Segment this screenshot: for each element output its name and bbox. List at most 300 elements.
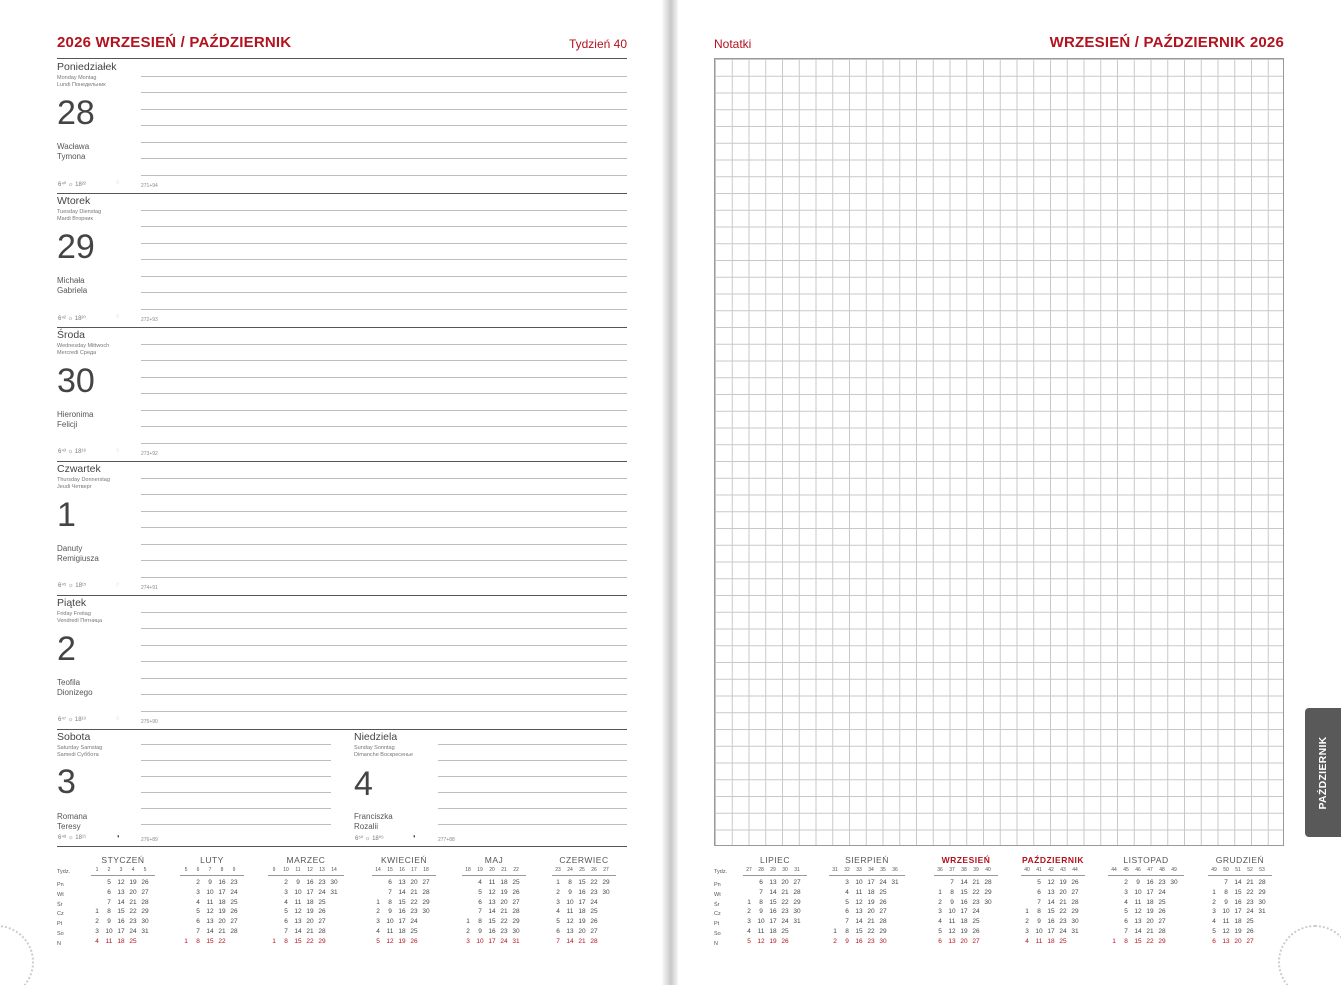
name-days: Teofila Dionizego <box>57 678 93 697</box>
calendar-day: 20 <box>410 879 418 886</box>
sun-times: 6⁴⁵ ☼ 18¹⁵ <box>58 583 87 589</box>
calendar-day: 4 <box>1212 918 1216 926</box>
day-name: Czwartek <box>57 463 101 475</box>
calendar-day: 7 <box>556 937 560 945</box>
calendar-day: 19 <box>960 927 968 935</box>
calendar-day: 22 <box>867 927 875 935</box>
month-name: STYCZEŃ <box>101 855 145 865</box>
week-number: 40 <box>985 867 991 873</box>
calendar-day <box>268 927 280 937</box>
calendar-day <box>1021 888 1033 898</box>
calendar-day: 2 <box>556 888 560 896</box>
calendar-day: 9 <box>1037 918 1041 926</box>
calendar-day <box>1208 878 1220 888</box>
calendar-day <box>1108 907 1120 917</box>
calendar-day: 22 <box>781 898 789 906</box>
calendar-day: 5 <box>196 908 200 916</box>
calendar-day: 31 <box>793 918 801 926</box>
calendar-day <box>180 917 192 927</box>
calendar-day <box>1168 888 1180 898</box>
calendar-day: 3 <box>845 879 849 886</box>
week-number: 7 <box>208 867 212 873</box>
writing-lines <box>141 193 627 327</box>
calendar-day: 23 <box>500 927 508 935</box>
calendar-day: 12 <box>566 918 574 926</box>
day-name: Poniedziałek <box>57 61 117 73</box>
calendar-day: 17 <box>1234 908 1242 916</box>
calendar-day: 14 <box>488 908 496 916</box>
month-name: KWIECIEŃ <box>380 855 428 865</box>
calendar-day: 1 <box>466 918 470 926</box>
calendar-day: 12 <box>1134 908 1142 916</box>
calendar-day: 25 <box>1059 937 1067 945</box>
calendar-day: 17 <box>1047 927 1055 935</box>
calendar-day <box>600 898 612 908</box>
week-number: 36 <box>937 867 943 873</box>
calendar-day: 28 <box>590 937 598 945</box>
calendar-day <box>743 878 755 888</box>
calendar-day: 30 <box>141 918 149 926</box>
calendar-day: 25 <box>879 888 887 896</box>
calendar-day: 24 <box>879 879 887 886</box>
calendar-day: 11 <box>757 927 765 935</box>
week-number: 40 <box>1024 867 1030 873</box>
calendar-day <box>268 907 280 917</box>
calendar-day: 4 <box>284 898 288 906</box>
calendar-day <box>180 907 192 917</box>
calendar-day: 10 <box>386 918 394 926</box>
calendar-day: 9 <box>388 908 392 916</box>
calendar-day: 19 <box>398 937 406 945</box>
calendar-day: 4 <box>747 927 751 935</box>
week-number: 43 <box>1060 867 1066 873</box>
calendar-day: 1 <box>184 937 188 945</box>
calendar-day <box>829 898 841 908</box>
week-number: 4 <box>131 867 135 873</box>
day-count: 274+91 <box>141 585 158 591</box>
calendar-day: 14 <box>1234 879 1242 886</box>
week-number: 27 <box>603 867 609 873</box>
writing-lines <box>141 59 627 193</box>
calendar-day: 3 <box>196 888 200 896</box>
calendar-day: 5 <box>556 918 560 926</box>
calendar-day: 23 <box>318 879 326 886</box>
calendar-day: 14 <box>117 898 125 906</box>
week-number: 5 <box>184 867 188 873</box>
calendar-day: 11 <box>566 908 574 916</box>
week-number: 46 <box>1135 867 1141 873</box>
calendar-day: 20 <box>781 879 789 886</box>
week-number: 24 <box>567 867 573 873</box>
day-foreign-2: Mercredi Среда <box>57 350 97 356</box>
calendar-day: 30 <box>1258 898 1266 906</box>
calendar-day: 11 <box>1134 898 1142 906</box>
month-tab[interactable] <box>1305 708 1341 837</box>
calendar-day: 5 <box>284 908 288 916</box>
calendar-day: 4 <box>376 927 380 935</box>
calendar-day: 26 <box>879 898 887 906</box>
calendar-day: 6 <box>938 937 942 945</box>
calendar-day: 19 <box>500 888 508 896</box>
calendar-day: 25 <box>590 908 598 916</box>
calendar-day <box>1021 898 1033 908</box>
week-number: 44 <box>1072 867 1078 873</box>
month-name: CZERWIEC <box>559 855 609 865</box>
calendar-day: 19 <box>1059 879 1067 886</box>
calendar-day: 1 <box>95 908 99 916</box>
calendar-day: 16 <box>488 927 496 935</box>
calendar-day <box>420 927 432 937</box>
calendar-day: 27 <box>1246 937 1254 945</box>
week-number: 25 <box>579 867 585 873</box>
calendar-day: 27 <box>318 918 326 926</box>
calendar-day: 15 <box>855 927 863 935</box>
calendar-day: 13 <box>117 888 125 896</box>
calendar-day: 29 <box>1071 908 1079 916</box>
week-number: 35 <box>880 867 886 873</box>
day-name: Środa <box>57 329 86 341</box>
calendar-day <box>889 888 901 898</box>
calendar-day: 30 <box>422 908 430 916</box>
calendar-day: 12 <box>117 879 125 886</box>
calendar-day: 7 <box>196 927 200 935</box>
calendar-day: 18 <box>1234 918 1242 926</box>
calendar-day: 27 <box>793 879 801 886</box>
calendar-day: 3 <box>376 918 380 926</box>
week-number: 13 <box>319 867 325 873</box>
calendar-day: 12 <box>294 908 302 916</box>
calendar-day: 14 <box>398 888 406 896</box>
calendar-day: 1 <box>376 898 380 906</box>
day-number: 1 <box>57 496 76 534</box>
calendar-day: 12 <box>206 908 214 916</box>
moon-phase-icon: ◌ <box>116 716 120 722</box>
page-title-left: 2026 WRZESIEŃ / PAŹDZIERNIK <box>57 34 292 51</box>
weekday-label: Pn <box>714 882 721 888</box>
week-number: 5 <box>143 867 147 873</box>
calendar-day: 12 <box>855 898 863 906</box>
week-number: 49 <box>1211 867 1217 873</box>
calendar-day: 28 <box>422 888 430 896</box>
calendar-day: 18 <box>960 918 968 926</box>
calendar-day: 16 <box>1047 918 1055 926</box>
calendar-day: 15 <box>1234 888 1242 896</box>
calendar-day: 18 <box>117 937 125 945</box>
calendar-day: 23 <box>1059 918 1067 926</box>
calendar-day: 9 <box>845 937 849 945</box>
week-number: 1 <box>95 867 99 873</box>
calendar-day: 24 <box>129 927 137 935</box>
day-name: Piątek <box>57 597 87 609</box>
calendar-day: 25 <box>1158 898 1166 906</box>
name-days: Hieronima Felicji <box>57 410 94 429</box>
calendar-day: 17 <box>488 937 496 945</box>
calendar-day: 18 <box>867 888 875 896</box>
calendar-day: 28 <box>984 879 992 886</box>
calendar-day: 21 <box>867 918 875 926</box>
calendar-day: 12 <box>1222 927 1230 935</box>
calendar-day: 29 <box>879 927 887 935</box>
calendar-day: 15 <box>294 937 302 945</box>
calendar-day: 6 <box>759 879 763 886</box>
calendar-day <box>982 907 994 917</box>
calendar-day: 10 <box>1222 908 1230 916</box>
calendar-day <box>1168 907 1180 917</box>
decorative-dots <box>1278 925 1341 985</box>
calendar-day: 28 <box>1258 879 1266 886</box>
calendar-day <box>600 907 612 917</box>
calendar-day: 21 <box>781 888 789 896</box>
calendar-day: 23 <box>410 908 418 916</box>
calendar-day: 30 <box>602 888 610 896</box>
decorative-dots <box>0 925 34 985</box>
sun-times: 6⁴⁰ ☼ 18²² <box>58 182 86 188</box>
saturday-lines <box>141 730 331 845</box>
day-name: Wtorek <box>57 195 91 207</box>
calendar-day: 4 <box>845 888 849 896</box>
writing-lines <box>141 461 627 595</box>
calendar-day <box>889 917 901 927</box>
calendar-day: 16 <box>1234 898 1242 906</box>
day-count: 275+90 <box>141 719 158 725</box>
calendar-day: 14 <box>206 927 214 935</box>
calendar-day <box>889 898 901 908</box>
calendar-day: 6 <box>556 927 560 935</box>
calendar-day: 20 <box>867 908 875 916</box>
calendar-day <box>462 888 474 898</box>
calendar-day: 26 <box>1071 879 1079 886</box>
calendar-day: 30 <box>984 898 992 906</box>
calendar-day: 4 <box>196 898 200 906</box>
calendar-day: 8 <box>107 908 111 916</box>
calendar-day: 16 <box>306 879 314 886</box>
calendar-day: 7 <box>388 888 392 896</box>
calendar-day: 20 <box>1234 937 1242 945</box>
calendar-day: 17 <box>1146 888 1154 896</box>
calendar-day: 21 <box>218 927 226 935</box>
calendar-day: 27 <box>230 918 238 926</box>
calendar-day <box>829 878 841 888</box>
calendar-day <box>934 878 946 888</box>
calendar-day: 7 <box>284 927 288 935</box>
name-days: Michała Gabriela <box>57 276 88 295</box>
calendar-day: 29 <box>1158 937 1166 945</box>
week-number: 30 <box>782 867 788 873</box>
calendar-day: 5 <box>845 898 849 906</box>
calendar-day: 26 <box>781 937 789 945</box>
calendar-day: 25 <box>512 879 520 886</box>
page-title-right: WRZESIEŃ / PAŹDZIERNIK 2026 <box>1049 34 1284 51</box>
calendar-day: 1 <box>833 927 837 935</box>
calendar-day: 9 <box>759 908 763 916</box>
calendar-day: 11 <box>1035 937 1043 945</box>
calendar-day: 1 <box>747 898 751 906</box>
calendar-day: 26 <box>230 908 238 916</box>
month-name: SIERPIEŃ <box>845 855 889 865</box>
calendar-day: 11 <box>105 937 113 945</box>
calendar-day: 25 <box>230 898 238 906</box>
calendar-day: 9 <box>568 888 572 896</box>
calendar-day: 27 <box>590 927 598 935</box>
calendar-day: 26 <box>590 918 598 926</box>
week-number: 32 <box>844 867 850 873</box>
calendar-day <box>1108 927 1120 937</box>
calendar-day <box>1021 878 1033 888</box>
calendar-day: 10 <box>1134 888 1142 896</box>
calendar-day: 2 <box>284 879 288 886</box>
calendar-day: 18 <box>578 908 586 916</box>
calendar-day: 22 <box>218 937 226 945</box>
calendar-day: 6 <box>1124 918 1128 926</box>
calendar-day <box>791 937 803 947</box>
calendar-day: 6 <box>845 908 849 916</box>
calendar-day: 16 <box>1146 879 1154 886</box>
calendar-day: 8 <box>845 927 849 935</box>
calendar-day <box>180 888 192 898</box>
calendar-day: 24 <box>410 918 418 926</box>
calendar-day: 31 <box>891 879 899 886</box>
calendar-day: 4 <box>556 908 560 916</box>
calendar-day: 12 <box>488 888 496 896</box>
calendar-day: 17 <box>960 908 968 916</box>
calendar-day: 16 <box>117 918 125 926</box>
calendar-day: 8 <box>950 888 954 896</box>
calendar-day: 7 <box>1224 879 1228 886</box>
calendar-day <box>268 878 280 888</box>
calendar-day: 23 <box>230 879 238 886</box>
calendar-day: 7 <box>950 879 954 886</box>
calendar-day: 3 <box>466 937 470 945</box>
calendar-day: 28 <box>879 918 887 926</box>
calendar-day: 27 <box>1071 888 1079 896</box>
calendar-day: 10 <box>948 908 956 916</box>
calendar-day: 7 <box>845 918 849 926</box>
calendar-day: 11 <box>855 888 863 896</box>
day-foreign-1: Friday Freitag <box>57 611 91 617</box>
calendar-day: 19 <box>867 898 875 906</box>
calendar-day: 10 <box>566 898 574 906</box>
calendar-day <box>600 937 612 947</box>
weekday-label: Pt <box>57 921 63 928</box>
calendar-day <box>328 907 340 917</box>
calendar-day: 29 <box>984 888 992 896</box>
day-name-sunday: Niedziela <box>354 731 398 743</box>
sun-times-saturday: 6⁴⁸ ☼ 18¹¹ <box>58 835 86 841</box>
calendar-day: 15 <box>488 918 496 926</box>
calendar-day: 30 <box>793 908 801 916</box>
calendar-day: 8 <box>196 937 200 945</box>
week-number: 16 <box>399 867 405 873</box>
calendar-day: 9 <box>296 879 300 886</box>
calendar-day: 5 <box>938 927 942 935</box>
calendar-day: 2 <box>938 898 942 906</box>
calendar-day <box>889 907 901 917</box>
calendar-day <box>743 888 755 898</box>
week-number: 31 <box>832 867 838 873</box>
calendar-day: 27 <box>972 937 980 945</box>
calendar-day: 14 <box>960 879 968 886</box>
week-number: 14 <box>331 867 337 873</box>
calendar-day: 31 <box>330 888 338 896</box>
calendar-day <box>1168 937 1180 947</box>
calendar-day: 23 <box>1246 898 1254 906</box>
day-foreign-2: Vendredi Пятница <box>57 618 103 624</box>
calendar-day: 1 <box>272 937 276 945</box>
calendar-day <box>829 917 841 927</box>
calendar-day: 8 <box>284 937 288 945</box>
calendar-day: 5 <box>1037 879 1041 886</box>
calendar-day: 9 <box>1136 879 1140 886</box>
calendar-day <box>91 888 103 898</box>
month-name: GRUDZIEŃ <box>1215 855 1265 865</box>
calendar-day: 1 <box>1112 937 1116 945</box>
calendar-day: 10 <box>206 888 214 896</box>
day-foreign-2: Mardi Вторник <box>57 216 93 222</box>
calendar-day <box>462 878 474 888</box>
calendar-day: 10 <box>757 918 765 926</box>
week-number: 12 <box>307 867 313 873</box>
weekday-label: Wt <box>714 891 721 898</box>
calendar-day: 23 <box>781 908 789 916</box>
week-number: 14 <box>375 867 381 873</box>
calendar-day <box>372 888 384 898</box>
day-foreign-sunday-1: Sunday Sonntag <box>354 745 395 751</box>
calendar-day: 7 <box>1037 898 1041 906</box>
calendar-day: 2 <box>376 908 380 916</box>
calendar-day: 16 <box>960 898 968 906</box>
calendar-day: 7 <box>1124 927 1128 935</box>
day-foreign-1: Thursday Donnerstag <box>57 477 110 483</box>
calendar-day <box>372 878 384 888</box>
calendar-day: 31 <box>512 937 520 945</box>
name-days: Danuty Remigiusza <box>57 544 99 563</box>
calendar-day: 25 <box>318 898 326 906</box>
week-number: 8 <box>220 867 224 873</box>
moon-phase-icon: ◌ <box>116 448 120 454</box>
calendar-day: 3 <box>1212 908 1216 916</box>
calendar-day: 13 <box>1222 937 1230 945</box>
calendar-day: 25 <box>129 937 137 945</box>
calendar-day: 13 <box>1047 888 1055 896</box>
calendar-day: 30 <box>879 937 887 945</box>
day-number: 30 <box>57 362 95 400</box>
calendar-day: 3 <box>95 927 99 935</box>
calendar-day: 29 <box>512 918 520 926</box>
calendar-day: 21 <box>1246 879 1254 886</box>
calendar-day <box>420 917 432 927</box>
day-name-saturday: Sobota <box>57 731 91 743</box>
week-number: 2 <box>107 867 111 873</box>
day-foreign-1: Monday Montag <box>57 75 97 81</box>
calendar-day: 1 <box>1212 888 1216 896</box>
week-number: 10 <box>283 867 289 873</box>
week-number: 33 <box>856 867 862 873</box>
weekday-label: Pn <box>57 882 64 888</box>
calendar-day: 22 <box>972 888 980 896</box>
calendar-day: 29 <box>141 908 149 916</box>
calendar-day: 21 <box>1146 927 1154 935</box>
calendar-day: 9 <box>208 879 212 886</box>
calendar-day: 14 <box>294 927 302 935</box>
calendar-day: 28 <box>1071 898 1079 906</box>
notes-grid[interactable] <box>714 58 1284 846</box>
moon-phase-icon: ◌ <box>116 314 120 320</box>
calendar-day: 18 <box>1146 898 1154 906</box>
calendar-day: 23 <box>1158 879 1166 886</box>
calendar-day: 13 <box>948 937 956 945</box>
weekday-label: Cz <box>57 911 64 918</box>
calendar-day <box>1168 898 1180 908</box>
